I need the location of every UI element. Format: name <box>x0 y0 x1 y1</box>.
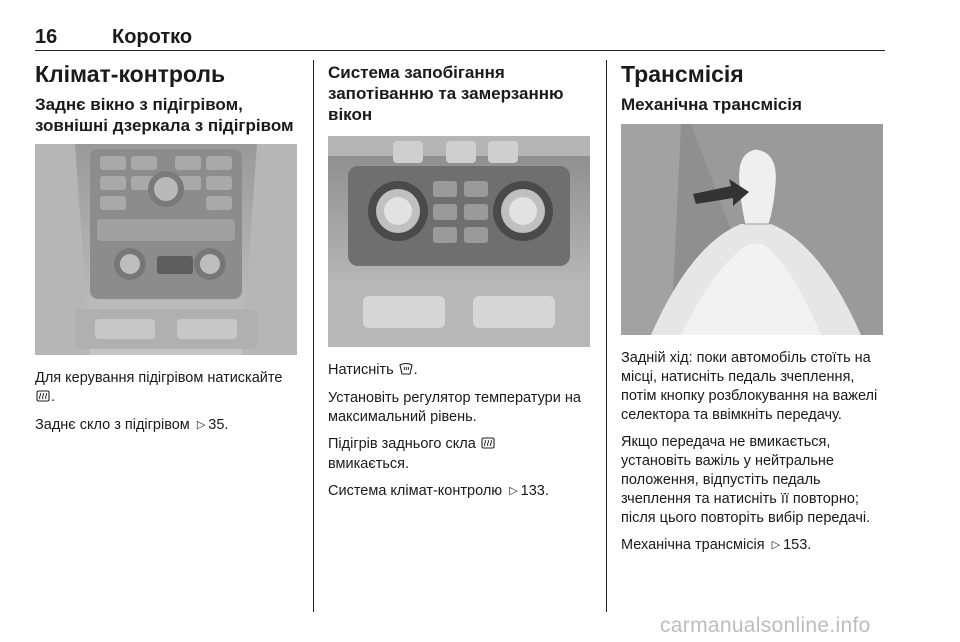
page-header <box>35 22 885 51</box>
paragraph <box>621 536 891 555</box>
paragraph-text: Натисніть <box>328 362 394 378</box>
rear-window-heat-icon <box>36 389 50 408</box>
paragraph <box>328 435 590 474</box>
paragraph: Установіть регулятор температури на максимальний рівень. <box>328 390 581 425</box>
page-reference[interactable]: 153. <box>783 537 812 553</box>
column-divider <box>606 60 607 612</box>
chapter-title: Коротко <box>112 26 193 48</box>
paragraph: Задній хід: поки автомобіль стоїть на місці, натисніть педаль зчеплення, потім кнопку розблокування на важелі селектора та ввімкніть передачу. <box>621 350 878 423</box>
reference-arrow-icon: ▷ <box>771 539 781 551</box>
section-title: Трансмісія <box>621 61 744 87</box>
column-transmission <box>621 60 891 563</box>
paragraph-end: . <box>51 389 56 405</box>
paragraph-end: вмикається. <box>328 456 410 472</box>
page-number: 16 <box>35 26 58 48</box>
watermark: carmanualsonline.info <box>660 614 871 637</box>
rear-window-heat-icon <box>481 436 495 455</box>
defog-controls-figure <box>328 136 590 347</box>
reference-arrow-icon: ▷ <box>196 419 206 431</box>
gear-lever-figure <box>621 124 883 335</box>
paragraph-text: Заднє скло з підігрівом <box>35 417 190 433</box>
page-reference[interactable]: 133. <box>520 483 549 499</box>
subheading: Система запобігання запотіванню та замерзанню вікон <box>328 63 564 124</box>
paragraph <box>35 369 297 408</box>
paragraph <box>328 482 590 501</box>
page-reference[interactable]: 35. <box>208 417 229 433</box>
column-defog <box>328 60 590 509</box>
section-title: Клімат-контроль <box>35 61 226 87</box>
paragraph-text: Підігрів заднього скла <box>328 436 476 452</box>
paragraph-end: . <box>413 362 418 378</box>
paragraph-text: Для керування підігрівом натискайте <box>35 370 283 386</box>
column-climate <box>35 60 297 443</box>
subheading: Заднє вікно з підігрівом, зовнішні дзеркала з підігрівом <box>35 95 294 135</box>
paragraph <box>328 361 590 381</box>
paragraph-text: Система клімат-контролю <box>328 483 503 499</box>
subheading: Механічна трансмісія <box>621 95 802 114</box>
paragraph-text: Механічна трансмісія <box>621 537 765 553</box>
windscreen-defrost-icon <box>399 362 413 381</box>
reference-arrow-icon: ▷ <box>509 485 518 497</box>
paragraph <box>35 416 297 435</box>
paragraph: Якщо передача не вмикається, установіть важіль у нейтральне положення, відпустіть педаль зчеплення та натисніть її повторно; після цього повторіть вибір передачі. <box>621 434 871 526</box>
heated-rear-window-figure <box>35 144 297 355</box>
column-divider <box>313 60 314 612</box>
